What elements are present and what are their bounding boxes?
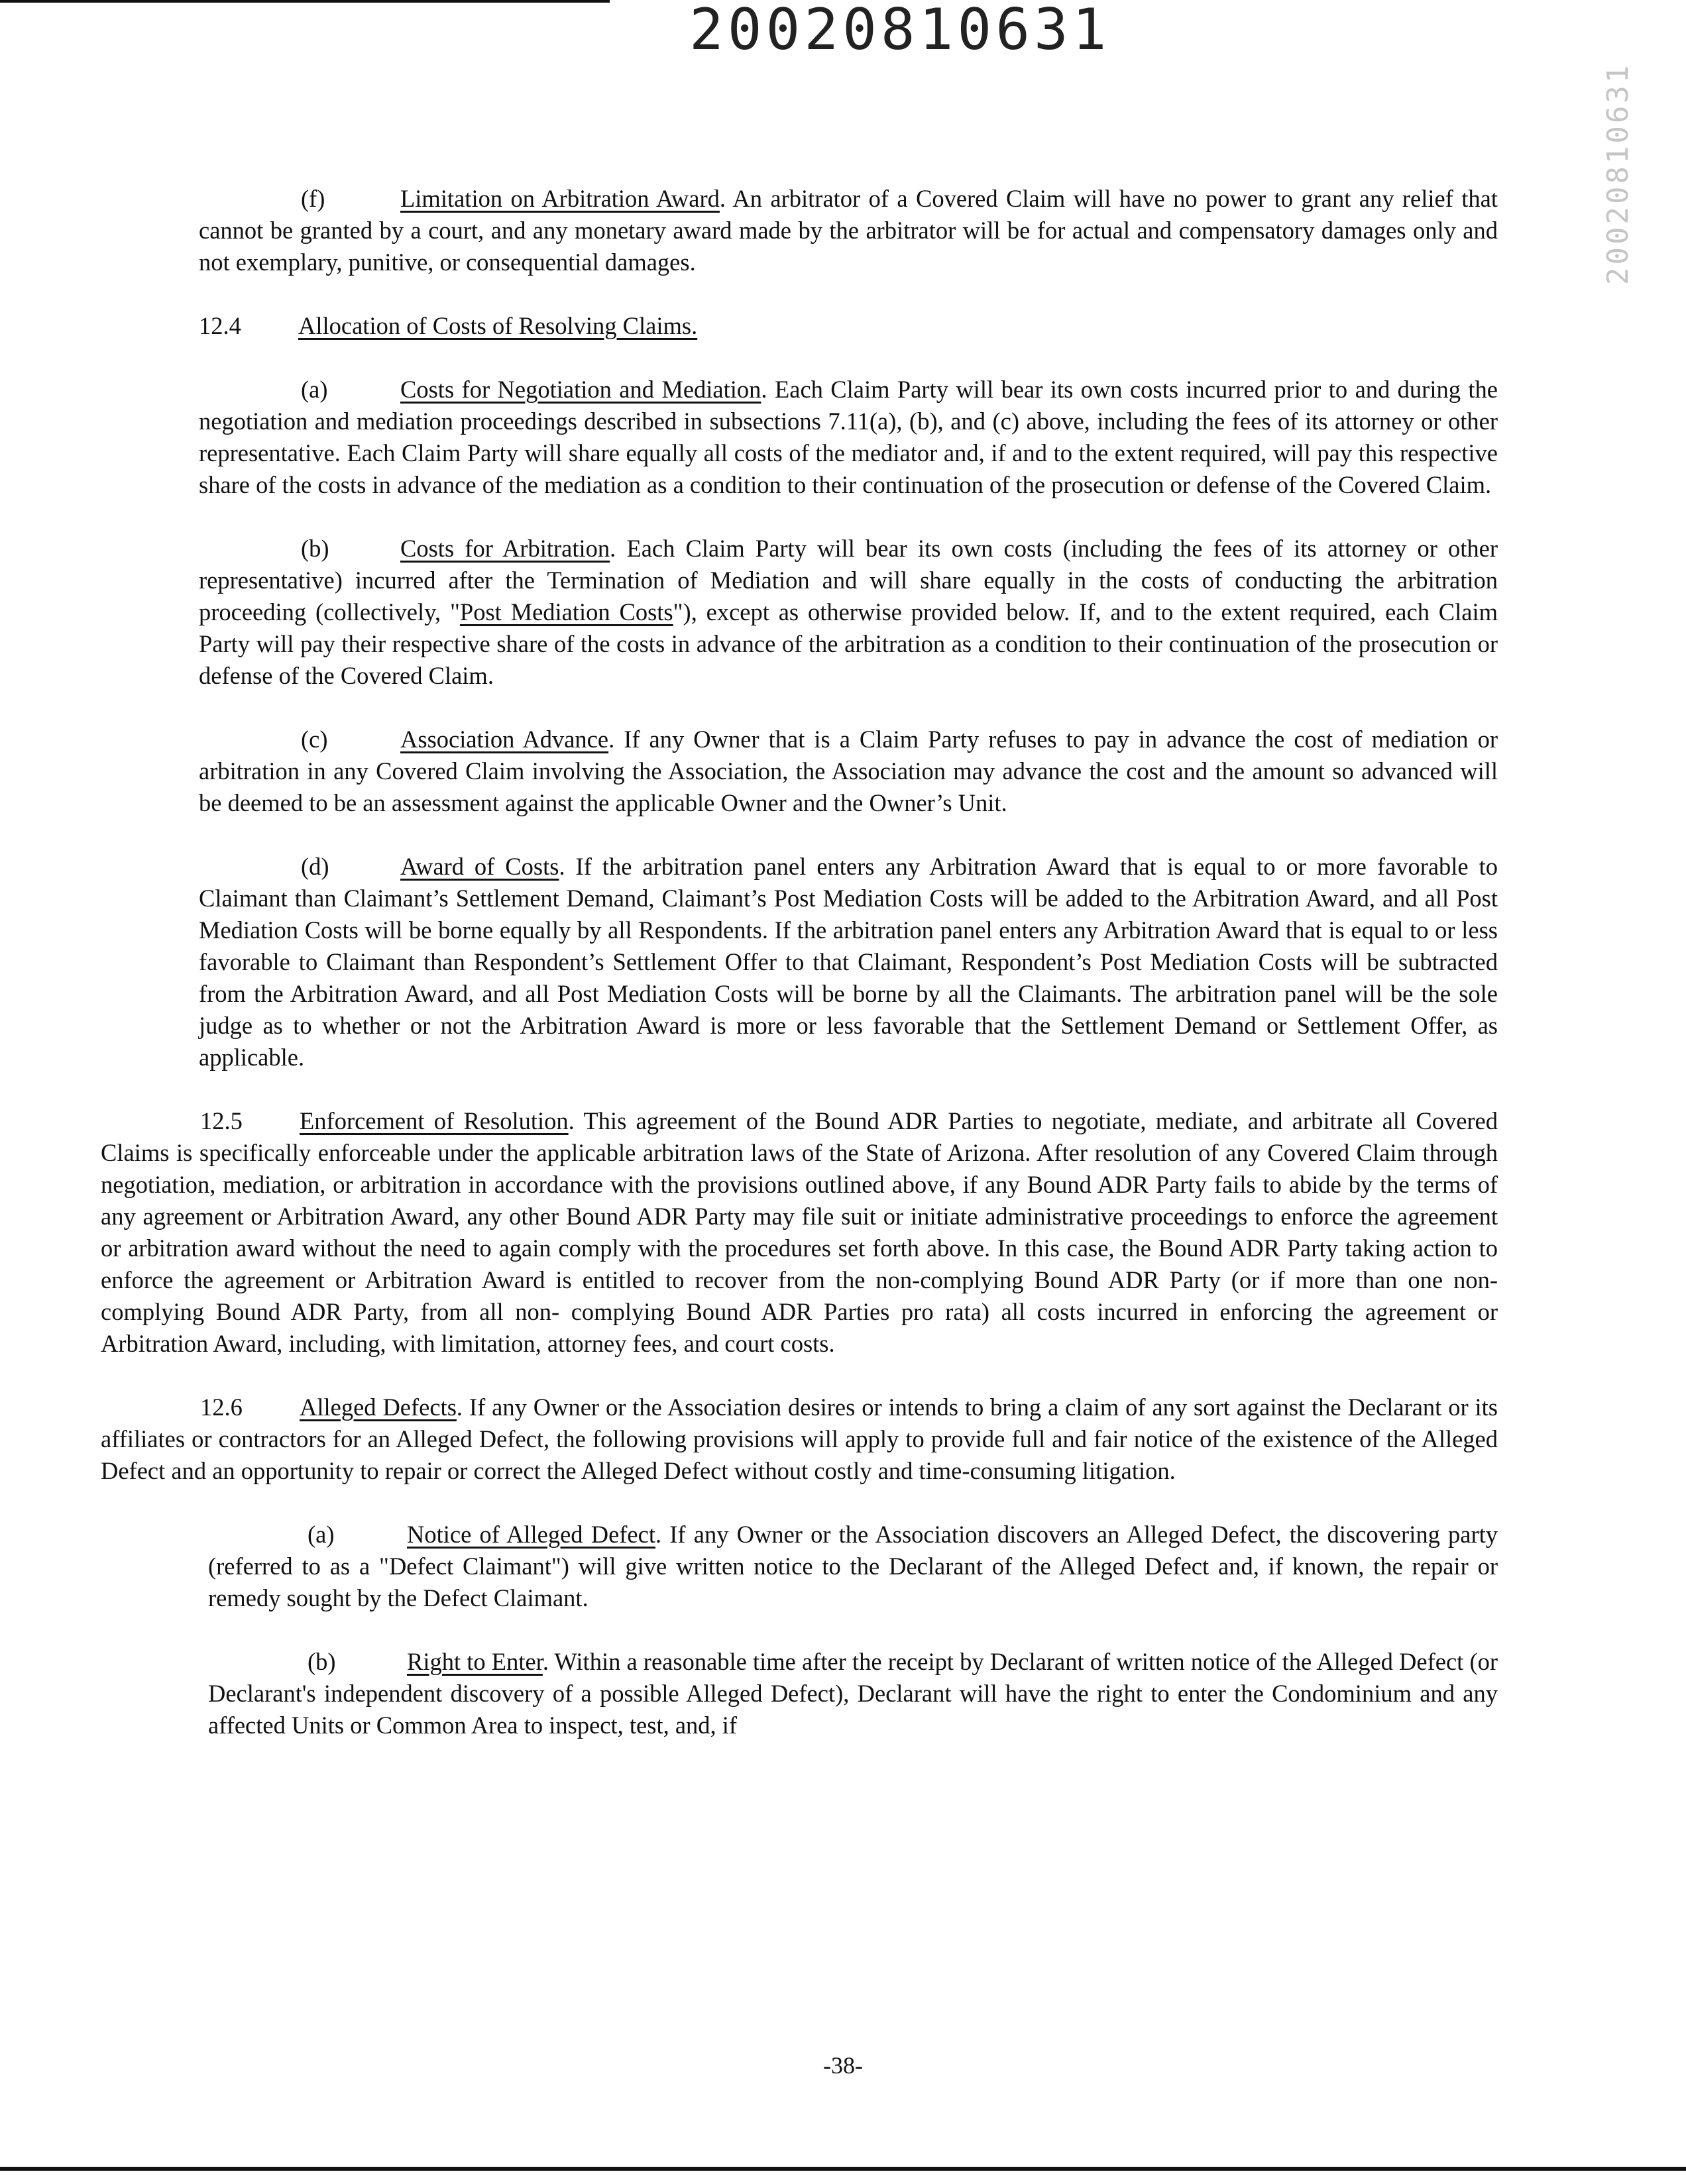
paragraph-marker: (c) [301,726,328,753]
section-number: 12.6 [200,1393,243,1421]
paragraph-heading: Association Advance [400,726,609,753]
paragraph-marker: (a) [301,376,328,403]
paragraph-12-3-f [199,183,1498,278]
document-body [101,183,1498,1773]
defined-term: Post Mediation Costs [459,598,673,626]
paragraph-text: . An arbitrator of a Covered Claim will have no power to grant any relief that cannot be granted by a court, and any monetary award made by the arbitrator will be for actual and compensatory damages only and not exemplary, punitive, or consequential damages. [199,185,1498,276]
section-heading: Allocation of Costs of Resolving Claims. [298,312,698,339]
paragraph-marker: (b) [301,535,329,562]
paragraph-12-4-a [199,374,1498,501]
paragraph-heading: Award of Costs [400,853,559,880]
section-12-4-heading [199,310,1498,342]
paragraph-marker: (b) [308,1648,336,1675]
recording-stamp: 20020810631 [1601,62,1635,285]
paragraph-heading: Costs for Arbitration [400,535,610,562]
paragraph-marker: (f) [301,185,325,212]
paragraph-12-4-c [199,724,1498,819]
section-heading: Enforcement of Resolution [300,1107,569,1134]
paragraph-heading: Costs for Negotiation and Mediation [400,376,761,403]
section-12-6 [101,1392,1498,1487]
document-number: 20020810631 [689,0,1111,63]
top-rule [0,0,610,3]
paragraph-text-after: "), except as otherwise provided below. If, and to the extent required, each Claim Party will pay their respective share of the costs in advance of the arbitration as a condition to their continuation of the prosecution or defense of the Covered Claim. [199,598,1498,689]
section-text: . This agreement of the Bound ADR Parties to negotiate, mediate, and arbitrate all Covered Claims is specifically enforceable under the applicable arbitration laws of the State of Arizona. After resolution of any Covered Claim through negotiation, mediation, or arbitration in accordance with the provisions outlined above, if any Bound ADR Party fails to abide by the terms of any agreement or Arbitration Award, any other Bound ADR Party may file suit or initiate administrative proceedings to enforce the agreement or arbitration award without the need to again comply with the procedures set forth above. In this case, the Bound ADR Party taking action to enforce the agreement or Arbitration Award is entitled to recover from the non-complying Bound ADR Party (or if more than one non-complying Bound ADR Party, from all non- complying Bound ADR Parties pro rata) all costs incurred in enforcing the agreement or Arbitration Award, including, with limitation, attorney fees, and court costs. [101,1107,1498,1357]
section-12-5 [101,1105,1498,1360]
section-number: 12.4 [199,312,241,339]
paragraph-heading: Limitation on Arbitration Award [400,185,720,212]
section-number: 12.5 [200,1107,243,1134]
paragraph-heading: Notice of Alleged Defect [407,1521,655,1548]
paragraph-text: . If any Owner or the Association discovers an Alleged Defect, the discovering party (referred to as a "Defect Claimant") will give written notice to the Declarant of the Alleged Defect and, if known, the repair or remedy sought by the Defect Claimant. [208,1521,1498,1611]
paragraph-text: . If the arbitration panel enters any Arbitration Award that is equal to or more favorable to Claimant than Claimant’s Settlement Demand, Claimant’s Post Mediation Costs will be added to the Arbitration Award, and all Post Mediation Costs will be borne equally by all Respondents. If the arbitration panel enters any Arbitration Award that is equal to or less favorable to Claimant than Respondent’s Settlement Offer to that Claimant, Respondent’s Post Mediation Costs will be subtracted from the Arbitration Award, and all Post Mediation Costs will be borne by all the Claimants. The arbitration panel will be the sole judge as to whether or not the Arbitration Award is more or less favorable that the Settlement Demand or Settlement Offer, as applicable. [199,853,1498,1071]
paragraph-text: . Within a reasonable time after the receipt by Declarant of written notice of the Alleged Defect (or Declarant's independent discovery of a possible Alleged Defect), Declarant will have the right to enter the Condominium and any affected Units or Common Area to inspect, test, and, if [208,1648,1498,1739]
paragraph-text: . Each Claim Party will bear its own costs incurred prior to and during the negotiation and mediation proceedings described in subsections 7.11(a), (b), and (c) above, including the fees of its attorney or other representative. Each Claim Party will share equally all costs of the mediator and, if and to the extent required, will pay this respective share of the costs in advance of the mediation as a condition to their continuation of the prosecution or defense of the Covered Claim. [199,376,1498,498]
paragraph-12-4-b [199,533,1498,692]
section-heading: Alleged Defects [300,1393,457,1421]
paragraph-text: . If any Owner that is a Claim Party refuses to pay in advance the cost of mediation or arbitration in any Covered Claim involving the Association, the Association may advance the cost and the amount so advanced will be deemed to be an assessment against the applicable Owner and the Owner’s Unit. [199,726,1498,816]
paragraph-12-6-a [208,1519,1498,1614]
section-text: . If any Owner or the Association desires or intends to bring a claim of any sort against the Declarant or its affiliates or contractors for an Alleged Defect, the following provisions will apply to provide full and fair notice of the existence of the Alleged Defect and an opportunity to repair or correct the Alleged Defect without costly and time-consuming litigation. [101,1393,1498,1484]
paragraph-12-4-d [199,851,1498,1073]
paragraph-marker: (a) [308,1521,335,1548]
paragraph-12-6-b [208,1646,1498,1741]
paragraph-text-before: . Each Claim Party will bear its own costs (including the fees of its attorney or other representative) incurred after the Termination of Mediation and will share equally in the costs of conducting the arbitration proceeding (collectively, " [199,535,1498,626]
page-number: -38- [823,2052,863,2079]
bottom-rule [0,2167,1686,2171]
paragraph-heading: Right to Enter [407,1648,543,1675]
paragraph-marker: (d) [301,853,329,880]
